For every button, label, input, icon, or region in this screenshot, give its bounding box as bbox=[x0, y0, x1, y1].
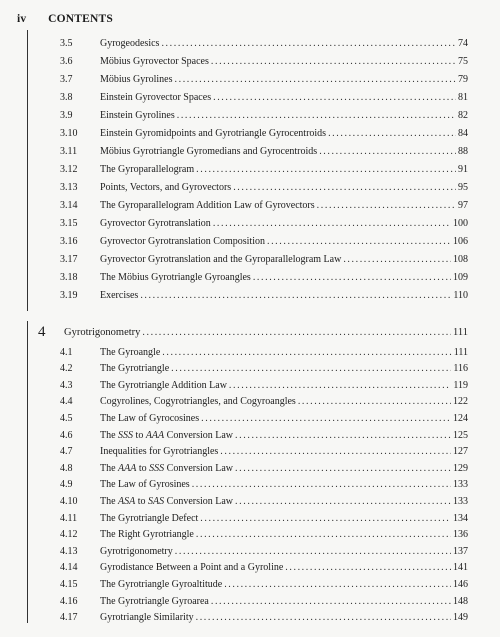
dot-leader bbox=[235, 463, 451, 474]
section-number: 4.11 bbox=[60, 512, 78, 524]
toc-entry[interactable] bbox=[60, 161, 468, 177]
section-title: The Gyrotriangle Defect bbox=[100, 512, 199, 524]
page-number: 148 bbox=[453, 595, 468, 607]
section-title: Möbius Gyrolines bbox=[100, 73, 173, 85]
section-title: Points, Vectors, and Gyrovectors bbox=[100, 181, 232, 193]
page-number: 79 bbox=[458, 73, 468, 85]
section-title: Möbius Gyrotriangle Gyromedians and Gyrocentroids bbox=[100, 145, 318, 157]
dot-leader bbox=[317, 200, 456, 211]
section-number: 4.7 bbox=[60, 446, 73, 458]
dot-leader bbox=[224, 579, 451, 590]
title-italic: SSS bbox=[149, 462, 165, 474]
section-number: 4.12 bbox=[60, 529, 78, 541]
dot-leader bbox=[267, 236, 451, 247]
title-text: to bbox=[136, 462, 150, 474]
title-text: The bbox=[100, 462, 119, 474]
section-number: 3.19 bbox=[60, 289, 78, 301]
page-number: 91 bbox=[458, 163, 468, 175]
section-title: Einstein Gyrolines bbox=[100, 109, 175, 121]
dot-leader bbox=[285, 562, 451, 573]
section-number: 3.9 bbox=[60, 109, 73, 121]
section-title: Gyrovector Gyrotranslation bbox=[100, 217, 211, 229]
section-number: 3.18 bbox=[60, 271, 78, 283]
toc-entry[interactable] bbox=[60, 233, 468, 249]
toc-entry[interactable] bbox=[60, 560, 468, 576]
section-title: Gyrovector Gyrotranslation and the Gyroparallelogram Law bbox=[100, 253, 342, 265]
title-text: Conversion Law bbox=[164, 495, 234, 507]
title-text: Conversion Law bbox=[164, 429, 234, 441]
section-number: 4.6 bbox=[60, 429, 73, 441]
title-text: to bbox=[135, 495, 149, 507]
section-title: Gyrotrigonometry bbox=[100, 545, 173, 557]
section-number: 4.4 bbox=[60, 396, 73, 408]
page-number: 100 bbox=[453, 217, 468, 229]
page-number: 75 bbox=[458, 55, 468, 67]
section-title: Gyrogeodesics bbox=[100, 37, 160, 49]
title-italic: AAA bbox=[145, 429, 165, 441]
toc-entry[interactable] bbox=[60, 527, 468, 543]
section-title: Möbius Gyrovector Spaces bbox=[100, 55, 209, 67]
dot-leader bbox=[211, 596, 451, 607]
page-number: 141 bbox=[453, 562, 468, 574]
dot-leader bbox=[175, 74, 457, 85]
page-number: 129 bbox=[453, 462, 468, 474]
section-number: 3.13 bbox=[60, 181, 78, 193]
header-page-number: iv bbox=[17, 13, 27, 25]
page-number: 82 bbox=[458, 109, 468, 121]
section-number: 3.16 bbox=[60, 235, 78, 247]
dot-leader bbox=[201, 413, 451, 424]
page-number: 88 bbox=[458, 145, 468, 157]
section-number: 4.9 bbox=[60, 479, 73, 491]
title-text: Conversion Law bbox=[164, 462, 234, 474]
section-title: The Gyroangle bbox=[100, 346, 161, 358]
chapter-4-margin-rule bbox=[27, 321, 28, 623]
section-title: The Law of Gyrosines bbox=[100, 479, 190, 491]
toc-entry[interactable] bbox=[60, 576, 468, 592]
section-title: Gyrotriangle Similarity bbox=[100, 612, 194, 624]
page-number: 136 bbox=[453, 529, 468, 541]
section-title: The Gyrotriangle Gyroaltitude bbox=[100, 578, 223, 590]
title-italic: ASA bbox=[118, 495, 136, 507]
section-number: 4.15 bbox=[60, 578, 78, 590]
toc-entry[interactable] bbox=[60, 543, 468, 559]
dot-leader bbox=[343, 254, 451, 265]
section-title bbox=[100, 430, 233, 441]
toc-entry[interactable] bbox=[60, 269, 468, 285]
toc-entry[interactable] bbox=[60, 477, 468, 493]
dot-leader bbox=[253, 272, 451, 283]
toc-entry[interactable] bbox=[60, 444, 468, 460]
section-title: The Gyrotriangle Gyroarea bbox=[100, 595, 209, 607]
dot-leader bbox=[175, 546, 451, 557]
section-number: 4.3 bbox=[60, 379, 73, 391]
toc-entry[interactable] bbox=[60, 593, 468, 609]
dot-leader bbox=[177, 110, 456, 121]
page-number: 111 bbox=[453, 346, 468, 358]
section-title: Gyrodistance Between a Point and a Gyroline bbox=[100, 562, 284, 574]
dot-leader bbox=[162, 347, 451, 358]
dot-leader bbox=[142, 327, 451, 338]
page-number: 84 bbox=[458, 127, 468, 139]
dot-leader bbox=[196, 612, 451, 623]
toc-entry[interactable] bbox=[60, 35, 468, 51]
toc-entry[interactable] bbox=[60, 377, 468, 393]
dot-leader bbox=[328, 128, 456, 139]
running-header bbox=[17, 13, 113, 29]
section-title bbox=[100, 463, 233, 474]
page-number: 81 bbox=[458, 91, 468, 103]
section-number: 4.10 bbox=[60, 495, 78, 507]
section-number: 3.15 bbox=[60, 217, 78, 229]
toc-entry[interactable] bbox=[60, 143, 468, 159]
dot-leader bbox=[196, 164, 456, 175]
toc-entry[interactable] bbox=[60, 394, 468, 410]
section-number: 4.1 bbox=[60, 346, 73, 358]
section-title: Gyrovector Gyrotranslation Composition bbox=[100, 235, 265, 247]
page-number: 133 bbox=[453, 479, 468, 491]
section-title: The Möbius Gyrotriangle Gyroangles bbox=[100, 271, 251, 283]
section-number: 3.10 bbox=[60, 127, 78, 139]
toc-entry[interactable] bbox=[60, 344, 468, 360]
section-number: 3.11 bbox=[60, 145, 78, 157]
section-number: 4.14 bbox=[60, 562, 78, 574]
header-title: CONTENTS bbox=[48, 13, 113, 25]
page-number: 125 bbox=[453, 429, 468, 441]
chapter-page-number: 111 bbox=[453, 326, 468, 338]
dot-leader bbox=[319, 146, 456, 157]
chapter-entry[interactable] bbox=[38, 322, 468, 342]
section-number: 3.6 bbox=[60, 55, 73, 67]
section-number: 3.8 bbox=[60, 91, 73, 103]
toc-entry[interactable] bbox=[60, 179, 468, 195]
title-text: The bbox=[100, 429, 119, 441]
section-title: Inequalities for Gyrotriangles bbox=[100, 446, 219, 458]
toc-entry[interactable] bbox=[60, 71, 468, 87]
dot-leader bbox=[233, 182, 456, 193]
dot-leader bbox=[200, 513, 451, 524]
dot-leader bbox=[235, 496, 451, 507]
toc-entry[interactable] bbox=[60, 215, 468, 231]
page-number: 134 bbox=[453, 512, 468, 524]
page-number: 74 bbox=[458, 37, 468, 49]
dot-leader bbox=[171, 363, 451, 374]
toc-entry[interactable] bbox=[60, 251, 468, 267]
dot-leader bbox=[192, 479, 451, 490]
toc-entry[interactable] bbox=[60, 125, 468, 141]
section-title: The Gyroparallelogram Addition Law of Gyrovectors bbox=[100, 199, 315, 211]
page-number: 109 bbox=[453, 271, 468, 283]
chapter-number: 4 bbox=[38, 323, 46, 340]
dot-leader bbox=[213, 92, 456, 103]
section-number: 3.12 bbox=[60, 163, 78, 175]
toc-entry[interactable] bbox=[60, 89, 468, 105]
page-number: 95 bbox=[458, 181, 468, 193]
title-text: to bbox=[133, 429, 146, 441]
toc-entry[interactable] bbox=[60, 610, 468, 626]
section-number: 4.5 bbox=[60, 412, 73, 424]
section-title: Einstein Gyrovector Spaces bbox=[100, 91, 212, 103]
page-number: 119 bbox=[453, 379, 468, 391]
toc-entry[interactable] bbox=[60, 287, 468, 303]
section-number: 4.8 bbox=[60, 462, 73, 474]
toc-entry[interactable] bbox=[60, 197, 468, 213]
dot-leader bbox=[140, 290, 451, 301]
dot-leader bbox=[220, 446, 451, 457]
toc-entry[interactable] bbox=[60, 107, 468, 123]
toc-entry[interactable] bbox=[60, 427, 468, 443]
page-number: 146 bbox=[453, 578, 468, 590]
title-italic: SSS bbox=[118, 429, 134, 441]
toc-entry[interactable] bbox=[60, 53, 468, 69]
dot-leader bbox=[161, 38, 456, 49]
page-number: 122 bbox=[453, 396, 468, 408]
section-number: 3.17 bbox=[60, 253, 78, 265]
section-number: 4.13 bbox=[60, 545, 78, 557]
page-number: 137 bbox=[453, 545, 468, 557]
section-number: 3.7 bbox=[60, 73, 73, 85]
page-number: 116 bbox=[453, 363, 468, 375]
section-number: 4.2 bbox=[60, 363, 73, 375]
toc-entry[interactable] bbox=[60, 361, 468, 377]
title-italic: SAS bbox=[148, 495, 165, 507]
section-title: The Gyrotriangle Addition Law bbox=[100, 379, 227, 391]
page-number: 149 bbox=[453, 612, 468, 624]
dot-leader bbox=[211, 56, 456, 67]
page-number: 108 bbox=[453, 253, 468, 265]
page-number: 124 bbox=[453, 412, 468, 424]
dot-leader bbox=[229, 380, 451, 391]
section-title: The Gyrotriangle bbox=[100, 363, 170, 375]
page-number: 127 bbox=[453, 446, 468, 458]
section-number: 3.5 bbox=[60, 37, 73, 49]
section-number: 4.17 bbox=[60, 612, 78, 624]
section-number: 4.16 bbox=[60, 595, 78, 607]
title-italic: AAA bbox=[118, 462, 137, 474]
page-number: 110 bbox=[453, 289, 468, 301]
toc-entry[interactable] bbox=[60, 510, 468, 526]
page-number: 97 bbox=[458, 199, 468, 211]
chapter-3-margin-rule bbox=[27, 30, 28, 311]
page-number: 106 bbox=[453, 235, 468, 247]
section-number: 3.14 bbox=[60, 199, 78, 211]
section-title: Einstein Gyromidpoints and Gyrotriangle Gyrocentroids bbox=[100, 127, 327, 139]
dot-leader bbox=[298, 396, 451, 407]
toc-entry[interactable] bbox=[60, 493, 468, 509]
section-title: The Right Gyrotriangle bbox=[100, 529, 194, 541]
dot-leader bbox=[235, 430, 451, 441]
dot-leader bbox=[213, 218, 451, 229]
title-text: The bbox=[100, 495, 119, 507]
dot-leader bbox=[196, 529, 451, 540]
page-number: 133 bbox=[453, 495, 468, 507]
section-title: Cogyrolines, Cogyrotriangles, and Cogyroangles bbox=[100, 396, 296, 408]
section-title: The Gyroparallelogram bbox=[100, 163, 195, 175]
toc-entry[interactable] bbox=[60, 460, 468, 476]
toc-entry[interactable] bbox=[60, 410, 468, 426]
section-title: The Law of Gyrocosines bbox=[100, 412, 200, 424]
section-title: Exercises bbox=[100, 289, 139, 301]
section-title bbox=[100, 496, 233, 507]
chapter-title: Gyrotrigonometry bbox=[64, 326, 141, 338]
